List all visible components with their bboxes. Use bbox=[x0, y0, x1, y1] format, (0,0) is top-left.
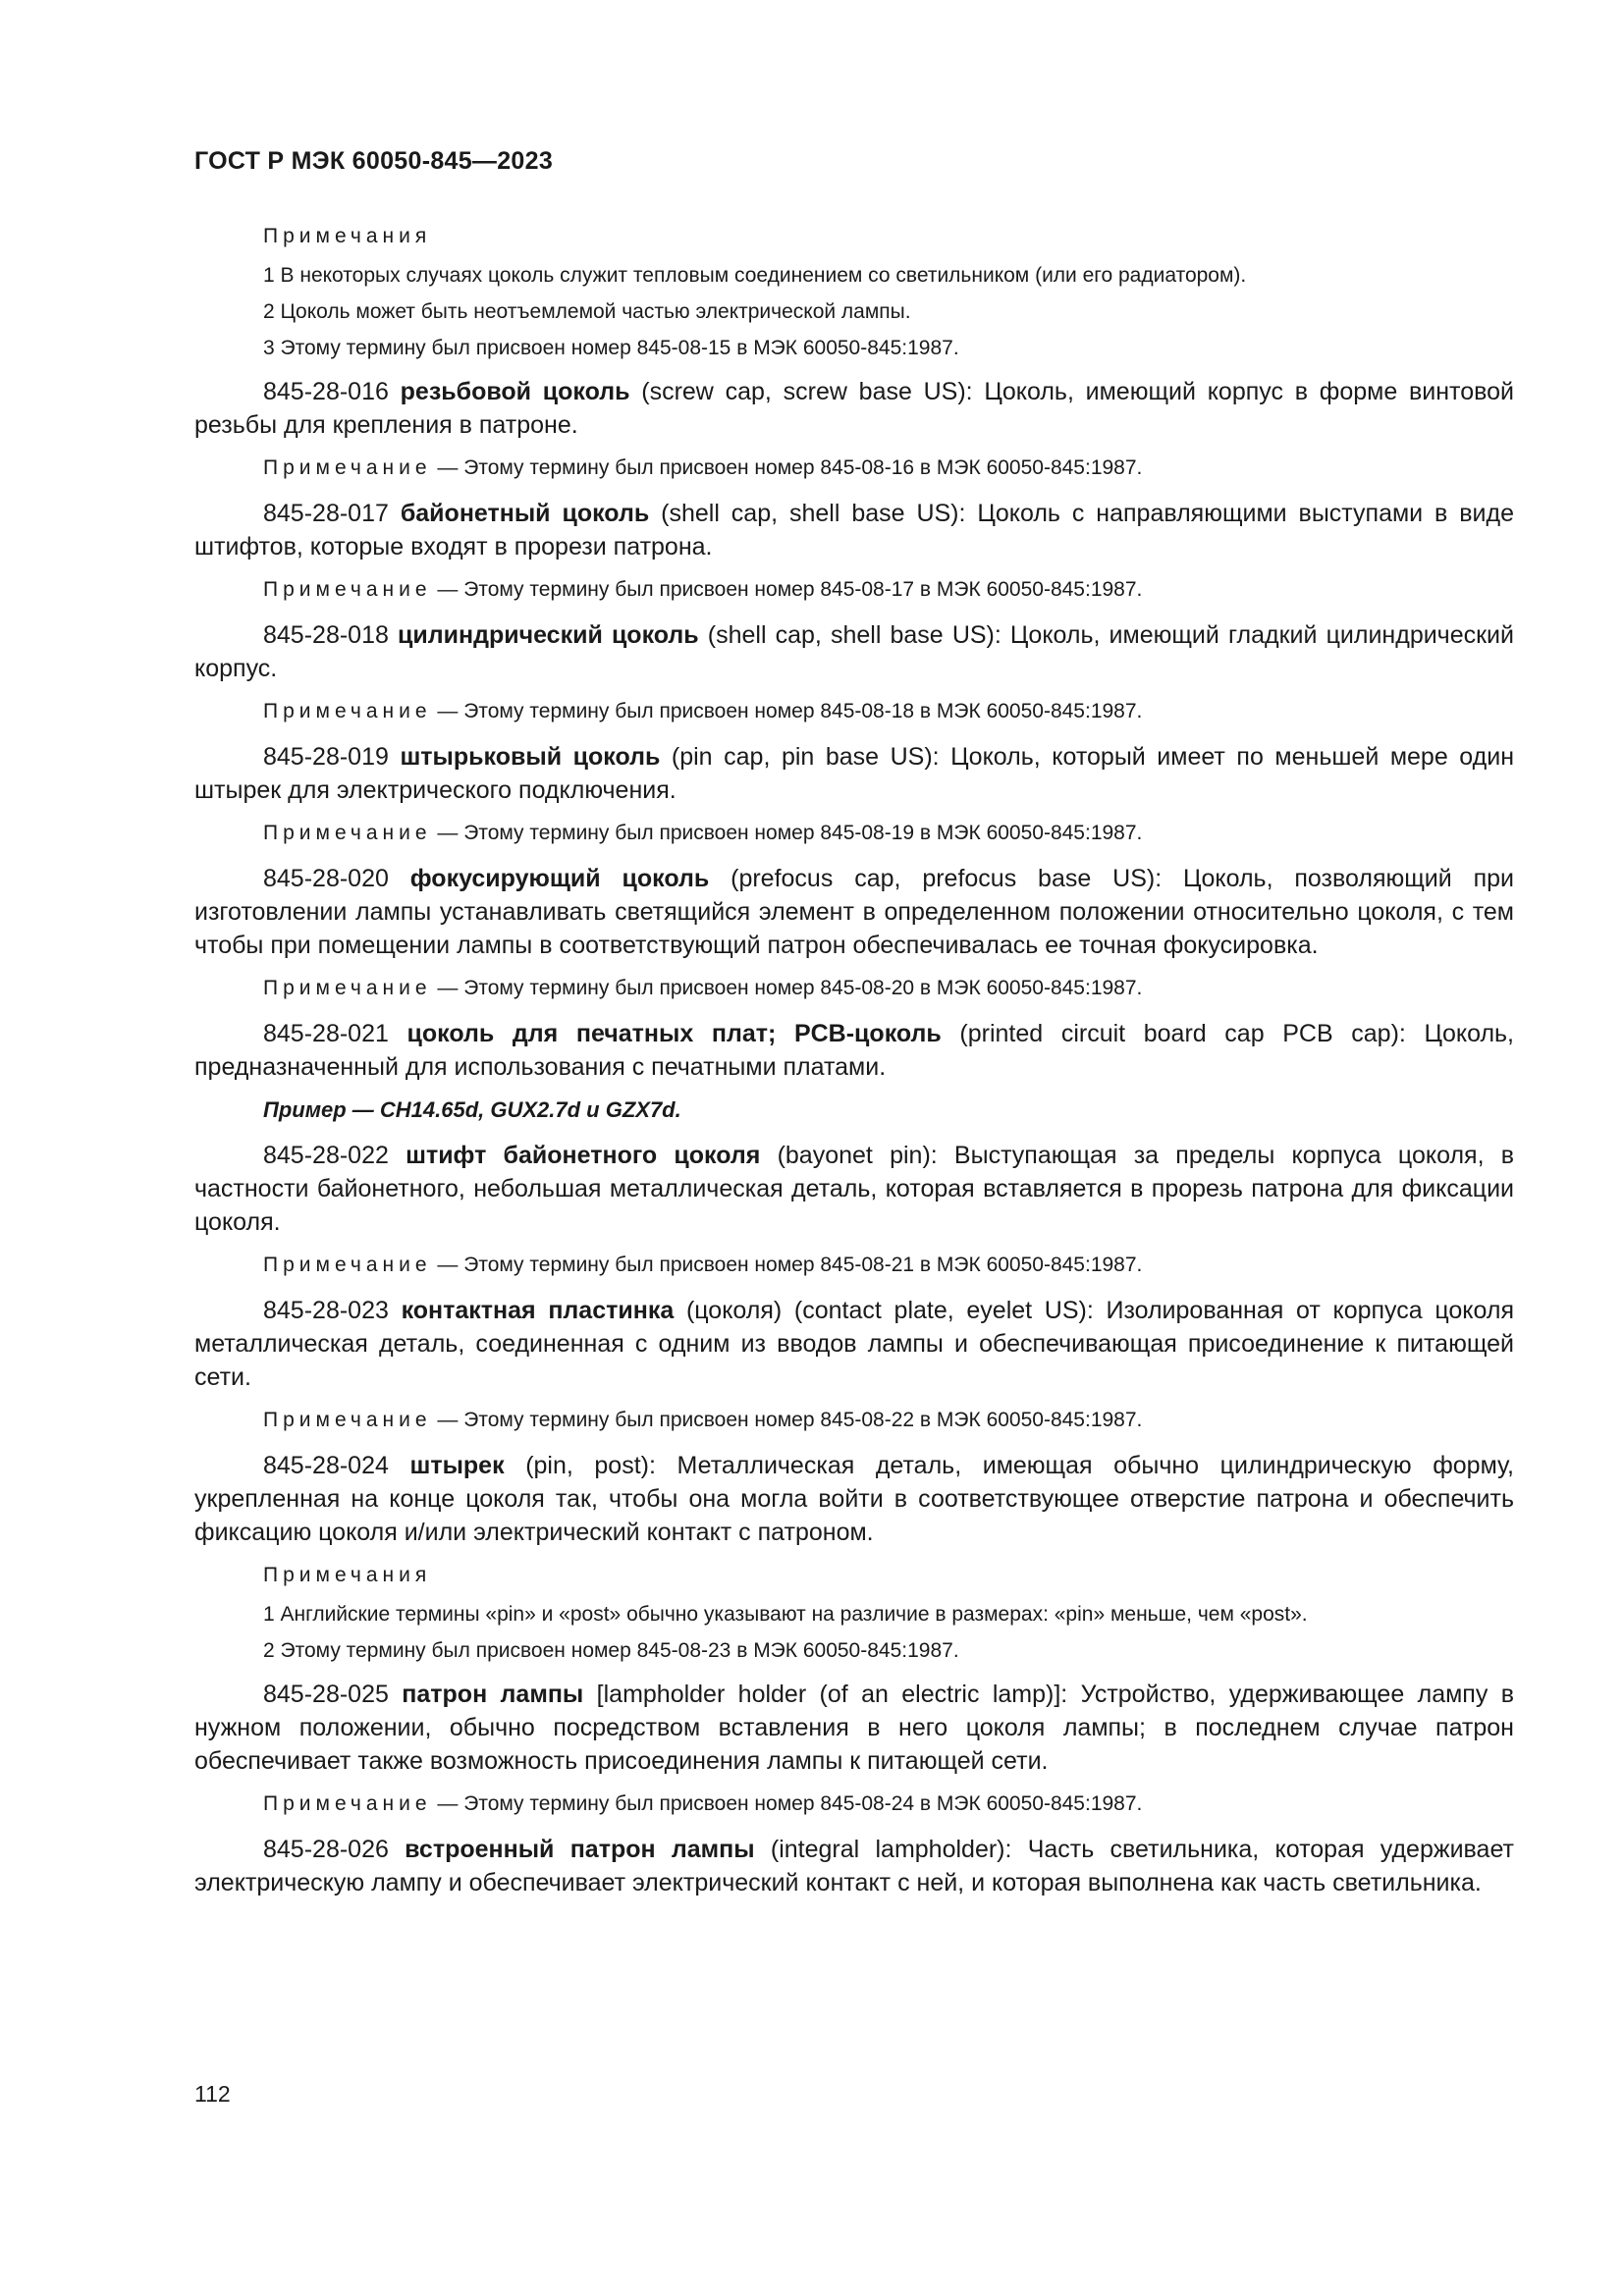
term-entry bbox=[194, 1294, 1514, 1394]
note-line: 3 Этому термину был присвоен номер 845-08-15 в МЭК 60050-845:1987. bbox=[263, 337, 959, 359]
term-name: встроенный патрон лампы bbox=[405, 1836, 755, 1863]
term-entry bbox=[194, 1678, 1514, 1778]
note-text: — Этому термину был присвоен номер 845-08-16 в МЭК 60050-845:1987. bbox=[431, 456, 1143, 479]
term-entry bbox=[194, 1139, 1514, 1239]
term-number: 845-28-024 bbox=[263, 1452, 389, 1479]
page-number: 112 bbox=[194, 2081, 231, 2107]
term-entry bbox=[194, 497, 1514, 563]
note-label: Примечание bbox=[263, 700, 432, 722]
term-entry bbox=[194, 375, 1514, 442]
note-label: Примечание bbox=[263, 578, 432, 601]
term-name: патрон лампы bbox=[402, 1681, 584, 1708]
term-definition: (integral lampholder): Часть светильника, которая удерживает электрическую лампу и обеспечивает электрический контакт с ней, и которая выполнена как часть светильника. bbox=[194, 1836, 1514, 1896]
note-line: 2 Этому термину был присвоен номер 845-08-23 в МЭК 60050-845:1987. bbox=[263, 1639, 959, 1662]
term-name: резьбовой цоколь bbox=[400, 378, 630, 405]
term-name: штырек bbox=[409, 1452, 505, 1479]
term-entry bbox=[194, 1017, 1514, 1084]
term-number: 845-28-023 bbox=[263, 1297, 389, 1324]
note-label: Примечание bbox=[263, 822, 432, 844]
term-definition: (screw cap, screw base US): Цоколь, имеющий корпус в форме винтовой резьбы для крепления в патроне. bbox=[194, 378, 1515, 439]
notes-heading: Примечания bbox=[263, 1564, 432, 1586]
term-name: штифт байонетного цоколя bbox=[406, 1142, 761, 1169]
page-content bbox=[194, 222, 1514, 1911]
term-entry bbox=[194, 740, 1514, 807]
note-label: Примечание bbox=[263, 1792, 432, 1815]
term-note bbox=[263, 1251, 1514, 1280]
note-label: Примечание bbox=[263, 977, 432, 999]
term-definition: (shell cap, shell base US): Цоколь, имеющий гладкий цилиндрический корпус. bbox=[194, 621, 1514, 682]
term-entry bbox=[194, 1449, 1514, 1549]
note-text: — Этому термину был присвоен номер 845-08-18 в МЭК 60050-845:1987. bbox=[431, 700, 1143, 722]
term-definition: (bayonet pin): Выступающая за пределы корпуса цоколя, в частности байонетного, небольшая металлическая деталь, которая вставляется в прорезь патрона для фиксации цоколя. bbox=[194, 1142, 1515, 1236]
term-definition: [lampholder holder (of an electric lamp)]: Устройство, удерживающее лампу в нужном положении, обычно посредством вставления в него цоколя лампы; в последнем случае патрон обеспечивает также возможность присоединения лампы к питающей сети. bbox=[194, 1681, 1514, 1775]
term-definition: (цоколя) (contact plate, eyelet US): Изолированная от корпуса цоколя металлическая деталь, соединенная с одним из вводов лампы и обеспечивающая присоединение к питающей сети. bbox=[194, 1297, 1514, 1391]
term-entry bbox=[194, 1833, 1514, 1899]
note-label: Примечание bbox=[263, 1409, 432, 1431]
note-text: — Этому термину был присвоен номер 845-08-24 в МЭК 60050-845:1987. bbox=[431, 1792, 1143, 1815]
term-name: байонетный цоколь bbox=[400, 500, 650, 527]
term-note bbox=[263, 819, 1514, 848]
term-definition: (pin cap, pin base US): Цоколь, который имеет по меньшей мере один штырек для электрического подключения. bbox=[194, 743, 1514, 804]
note-line: 1 В некоторых случаях цоколь служит тепловым соединением со светильником (или его радиатором). bbox=[263, 264, 1247, 287]
term-number: 845-28-025 bbox=[263, 1681, 389, 1708]
note-line: 2 Цоколь может быть неотъемлемой частью электрической лампы. bbox=[263, 300, 911, 323]
term-number: 845-28-019 bbox=[263, 743, 389, 771]
term-number: 845-28-021 bbox=[263, 1020, 389, 1047]
term-note bbox=[263, 697, 1514, 726]
term-definition: (pin, post): Металлическая деталь, имеющая обычно цилиндрическую форму, укрепленная на конце цоколя так, чтобы она могла войти в соответствующее отверстие патрона и обеспечить фиксацию цоколя и/или электрический контакт с патроном. bbox=[194, 1452, 1514, 1546]
document-header: ГОСТ Р МЭК 60050-845—2023 bbox=[194, 147, 554, 175]
term-number: 845-28-017 bbox=[263, 500, 389, 527]
term-number: 845-28-022 bbox=[263, 1142, 389, 1169]
term-number: 845-28-018 bbox=[263, 621, 389, 649]
term-number: 845-28-016 bbox=[263, 378, 389, 405]
term-example: Пример — CH14.65d, GUX2.7d и GZX7d. bbox=[263, 1097, 681, 1122]
note-label: Примечание bbox=[263, 1254, 432, 1276]
term-entry bbox=[194, 862, 1514, 962]
term-name: контактная пластинка bbox=[401, 1297, 675, 1324]
term-note bbox=[263, 974, 1514, 1003]
term-definition: (printed circuit board cap PCB cap): Цоколь, предназначенный для использования с печатными платами. bbox=[194, 1020, 1515, 1081]
term-name: штырьковый цоколь bbox=[400, 743, 661, 771]
term-name: цилиндрический цоколь bbox=[398, 621, 699, 649]
term-entry bbox=[194, 618, 1514, 685]
note-text: — Этому термину был присвоен номер 845-08-20 в МЭК 60050-845:1987. bbox=[431, 977, 1143, 999]
note-text: — Этому термину был присвоен номер 845-08-19 в МЭК 60050-845:1987. bbox=[431, 822, 1143, 844]
term-number: 845-28-026 bbox=[263, 1836, 389, 1863]
term-note bbox=[263, 454, 1514, 483]
term-note bbox=[263, 575, 1514, 605]
note-label: Примечание bbox=[263, 456, 432, 479]
term-definition: (shell cap, shell base US): Цоколь с направляющими выступами в виде штифтов, которые входят в прорези патрона. bbox=[194, 500, 1515, 561]
note-text: — Этому термину был присвоен номер 845-08-22 в МЭК 60050-845:1987. bbox=[431, 1409, 1143, 1431]
term-definition: (prefocus cap, prefocus base US): Цоколь, позволяющий при изготовлении лампы устанавливать светящийся элемент в определенном положении относительно цоколя, с тем чтобы при помещении лампы в соответствующий патрон обеспечивалась ее точная фокусировка. bbox=[194, 865, 1515, 959]
notes-heading: Примечания bbox=[263, 225, 432, 247]
term-number: 845-28-020 bbox=[263, 865, 389, 892]
term-name: цоколь для печатных плат; PCB-цоколь bbox=[406, 1020, 942, 1047]
term-note bbox=[263, 1406, 1514, 1435]
note-text: — Этому термину был присвоен номер 845-08-17 в МЭК 60050-845:1987. bbox=[431, 578, 1143, 601]
term-name: фокусирующий цоколь bbox=[409, 865, 710, 892]
term-note bbox=[263, 1789, 1514, 1819]
note-line: 1 Английские термины «pin» и «post» обычно указывают на различие в размерах: «pin» меньше, чем «post». bbox=[263, 1603, 1308, 1626]
note-text: — Этому термину был присвоен номер 845-08-21 в МЭК 60050-845:1987. bbox=[431, 1254, 1143, 1276]
